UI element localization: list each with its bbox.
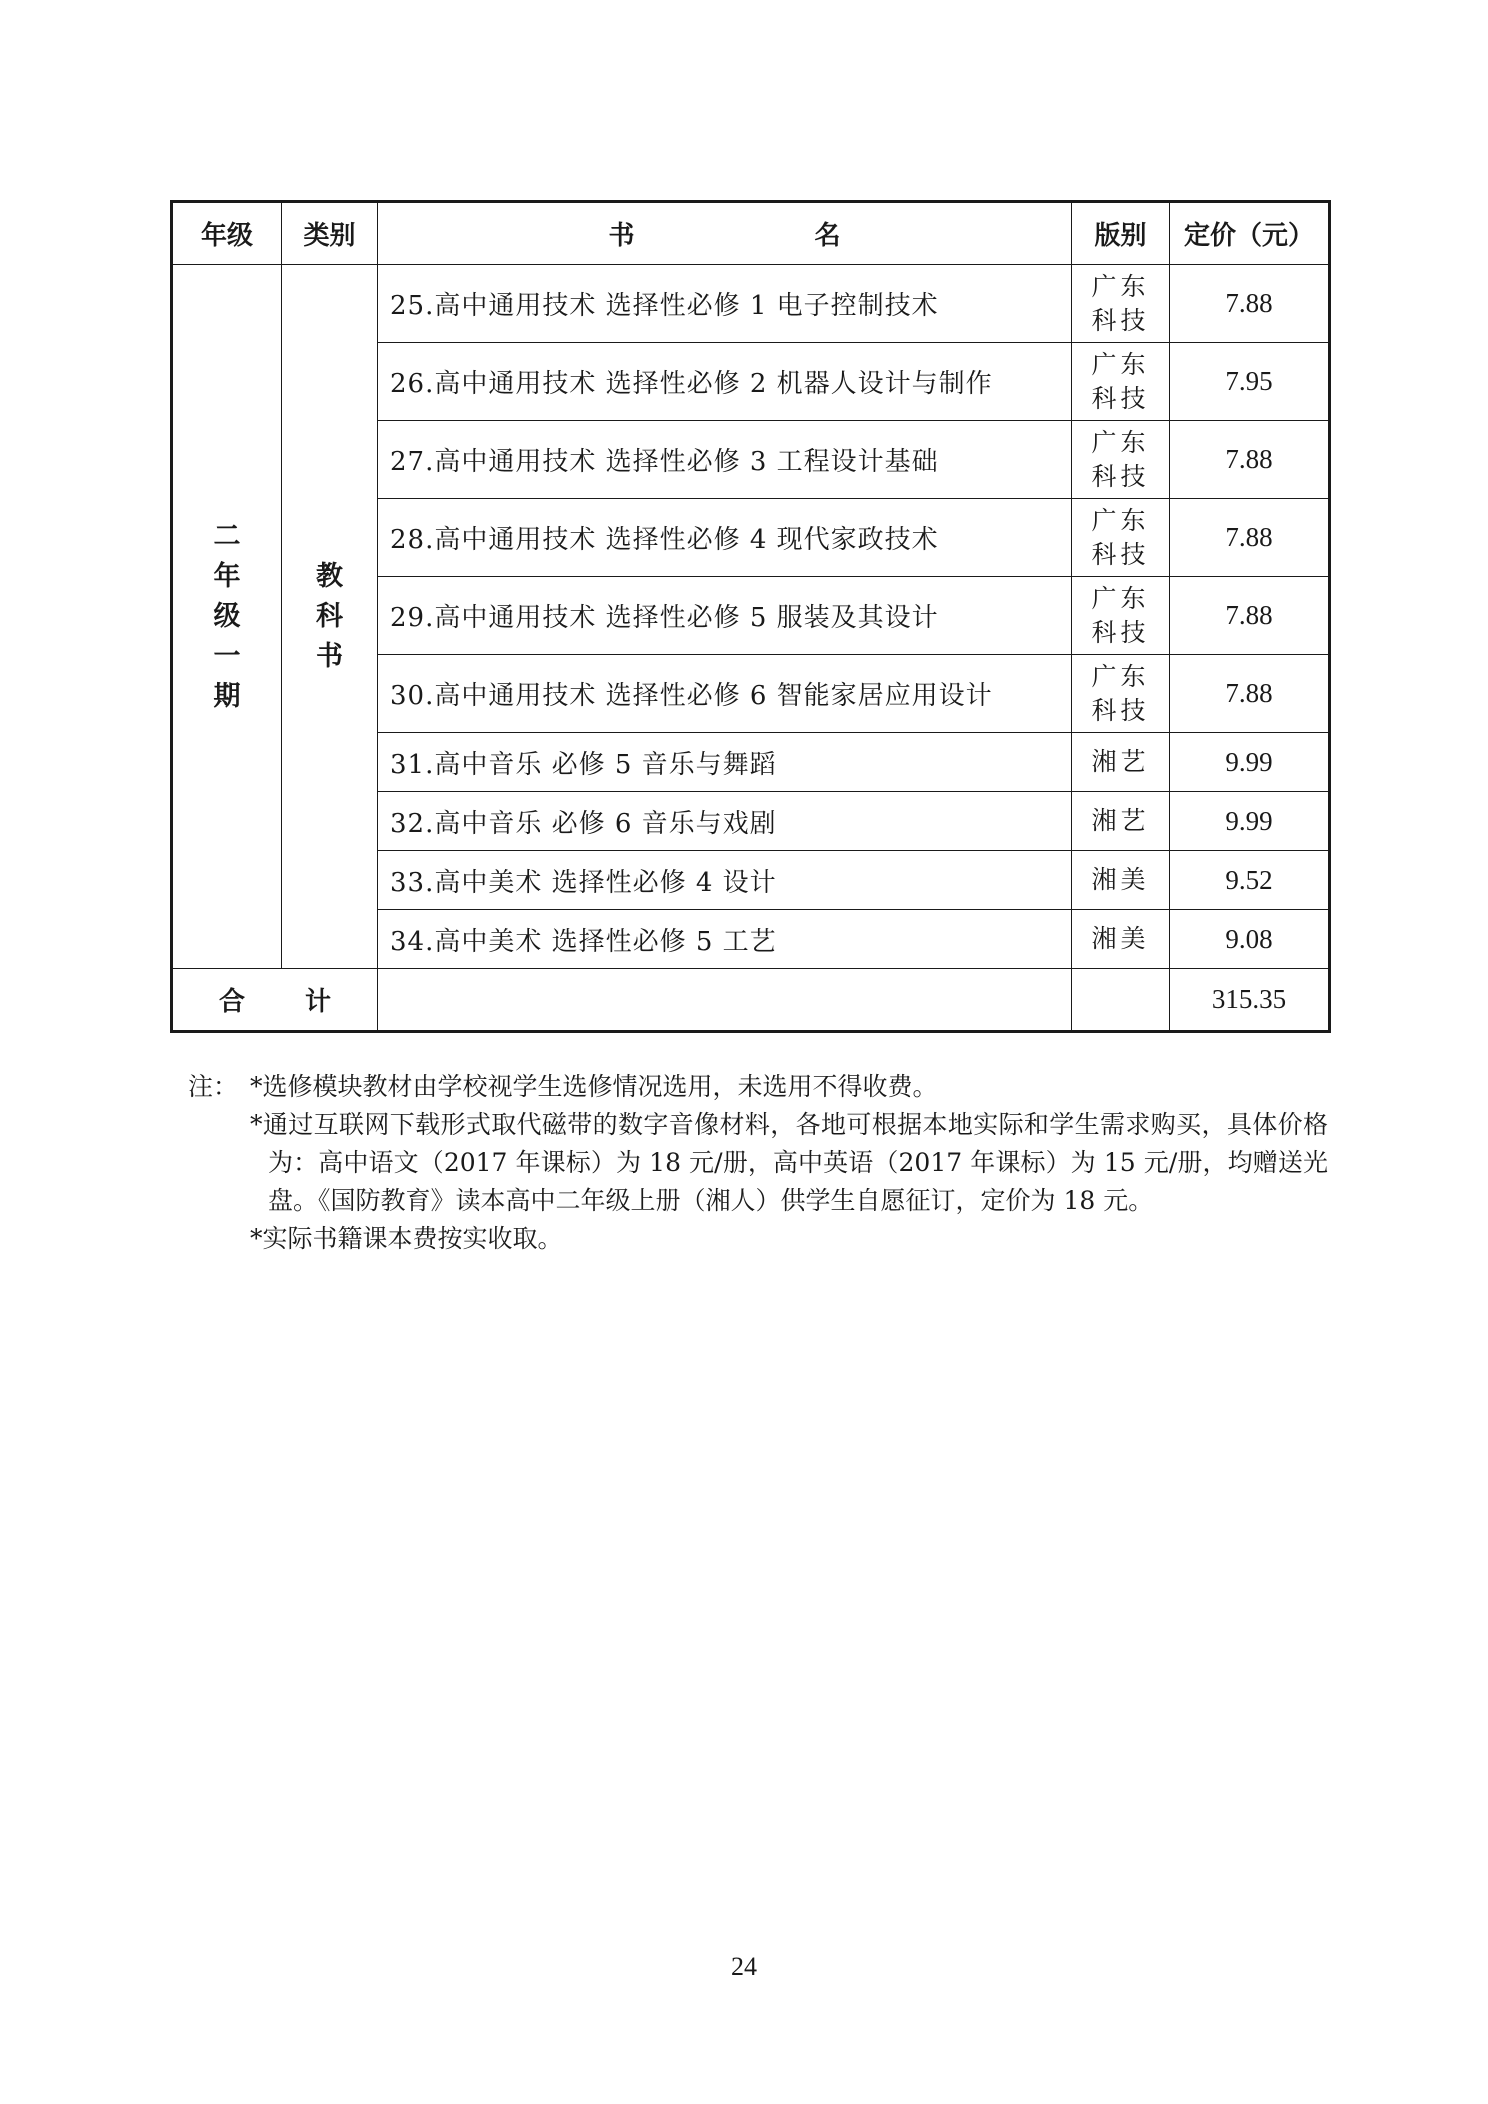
note-item: *实际书籍课本费按实收取。 <box>250 1224 563 1253</box>
header-title-left: 书 <box>608 221 635 251</box>
table-header-row <box>172 202 1330 265</box>
book-title: 25.高中通用技术 选择性必修 1 电子控制技术 <box>378 265 1072 343</box>
book-title: 28.高中通用技术 选择性必修 4 现代家政技术 <box>378 499 1072 577</box>
total-label-right: 计 <box>305 987 332 1017</box>
publisher-cell <box>1072 421 1170 499</box>
publisher-cell <box>1072 910 1170 969</box>
grade-cell <box>172 265 282 969</box>
publisher-cell <box>1072 851 1170 910</box>
publisher: 湘美 <box>1091 924 1150 953</box>
price: 7.88 <box>1170 265 1330 343</box>
publisher: 广东科技 <box>1091 583 1150 647</box>
publisher-cell <box>1072 577 1170 655</box>
price: 7.88 <box>1170 499 1330 577</box>
publisher: 湘艺 <box>1091 747 1150 776</box>
publisher-cell <box>1072 343 1170 421</box>
header-publisher: 版别 <box>1072 202 1170 265</box>
header-grade: 年级 <box>172 202 282 265</box>
publisher: 湘艺 <box>1091 806 1150 835</box>
price: 7.88 <box>1170 655 1330 733</box>
publisher: 广东科技 <box>1091 661 1150 725</box>
category-cell <box>282 265 378 969</box>
publisher-cell <box>1072 499 1170 577</box>
header-price: 定价（元） <box>1170 202 1330 265</box>
book-title: 32.高中音乐 必修 6 音乐与戏剧 <box>378 792 1072 851</box>
book-title: 33.高中美术 选择性必修 4 设计 <box>378 851 1072 910</box>
publisher-cell <box>1072 265 1170 343</box>
price: 7.88 <box>1170 421 1330 499</box>
total-label <box>172 969 378 1032</box>
total-label-left: 合 <box>218 987 245 1017</box>
publisher-cell <box>1072 655 1170 733</box>
total-row <box>172 969 1330 1032</box>
publisher: 广东科技 <box>1091 349 1150 413</box>
note-text: *选修模块教材由学校视学生选修情况选用，未选用不得收费。 <box>250 1072 938 1101</box>
header-title <box>378 202 1072 265</box>
total-value: 315.35 <box>1170 969 1330 1032</box>
book-title: 34.高中美术 选择性必修 5 工艺 <box>378 910 1072 969</box>
price: 7.88 <box>1170 577 1330 655</box>
book-title: 27.高中通用技术 选择性必修 3 工程设计基础 <box>378 421 1072 499</box>
publisher: 湘美 <box>1091 865 1150 894</box>
publisher: 广东科技 <box>1091 505 1150 569</box>
publisher: 广东科技 <box>1091 427 1150 491</box>
price: 9.08 <box>1170 910 1330 969</box>
price: 9.99 <box>1170 733 1330 792</box>
total-empty-publisher <box>1072 969 1170 1032</box>
grade-label: 二年级一期 <box>213 520 241 712</box>
notes-section <box>188 1068 1328 1258</box>
note-item <box>188 1068 1328 1106</box>
header-category: 类别 <box>282 202 378 265</box>
textbook-price-table <box>170 200 1331 1033</box>
page-number: 24 <box>731 1952 757 1981</box>
book-title: 31.高中音乐 必修 5 音乐与舞蹈 <box>378 733 1072 792</box>
category-label: 教科书 <box>316 560 343 672</box>
notes-prefix: 注： <box>188 1072 239 1101</box>
publisher: 广东科技 <box>1091 271 1150 335</box>
price: 9.52 <box>1170 851 1330 910</box>
header-title-right: 名 <box>814 221 841 251</box>
table-row <box>172 265 1330 343</box>
book-title: 26.高中通用技术 选择性必修 2 机器人设计与制作 <box>378 343 1072 421</box>
price: 7.95 <box>1170 343 1330 421</box>
book-title: 30.高中通用技术 选择性必修 6 智能家居应用设计 <box>378 655 1072 733</box>
note-item: *通过互联网下载形式取代磁带的数字音像材料，各地可根据本地实际和学生需求购买，具体价格为：高中语文（2017 年课标）为 18 元/册，高中英语（2017 年课标）为 15 元/册，均赠送光盘。《国防教育》读本高中二年级上册（湘人）供学生自愿征订，定价为 18 元。 <box>250 1110 1328 1215</box>
publisher-cell <box>1072 733 1170 792</box>
book-title: 29.高中通用技术 选择性必修 5 服装及其设计 <box>378 577 1072 655</box>
total-empty-title <box>378 969 1072 1032</box>
publisher-cell <box>1072 792 1170 851</box>
price: 9.99 <box>1170 792 1330 851</box>
